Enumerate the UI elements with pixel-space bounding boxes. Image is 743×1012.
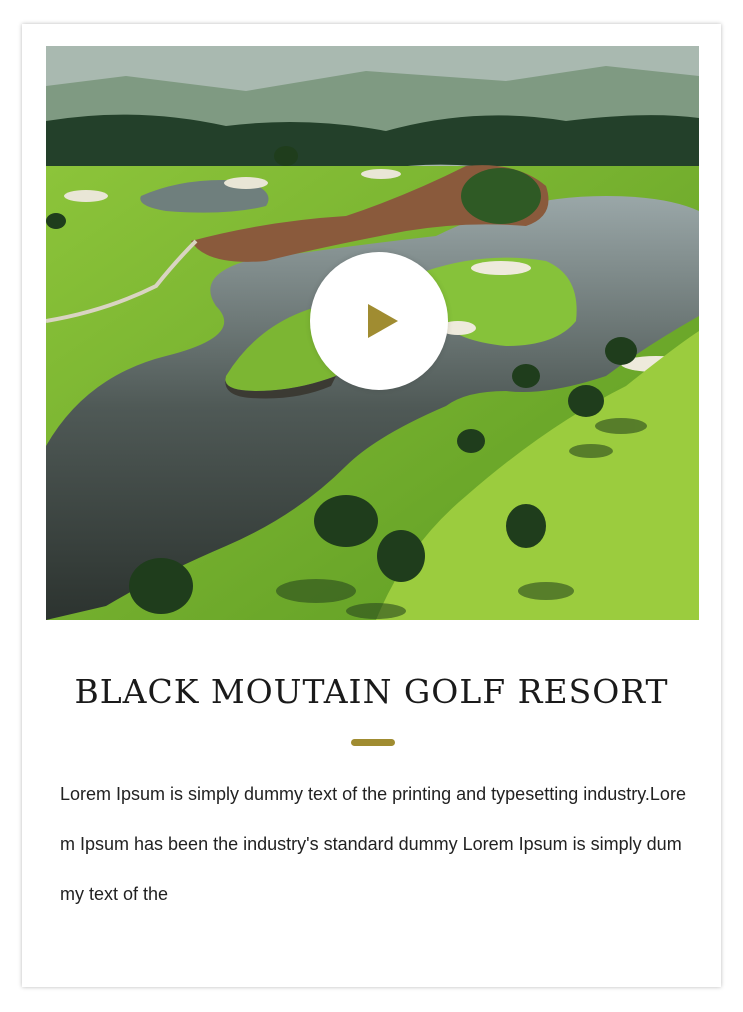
play-button[interactable] — [310, 252, 448, 390]
resort-card — [22, 24, 721, 987]
play-icon — [368, 304, 398, 338]
video-thumbnail[interactable] — [46, 46, 699, 620]
resort-description: Lorem Ipsum is simply dummy text of the printing and typesetting industry.Lorem Ipsum has been the industry's standard dummy Lorem Ipsum is simply dummy text of the — [60, 784, 686, 904]
title-divider — [351, 739, 395, 746]
resort-title: BLACK MOUTAIN GOLF RESORT — [74, 672, 669, 711]
